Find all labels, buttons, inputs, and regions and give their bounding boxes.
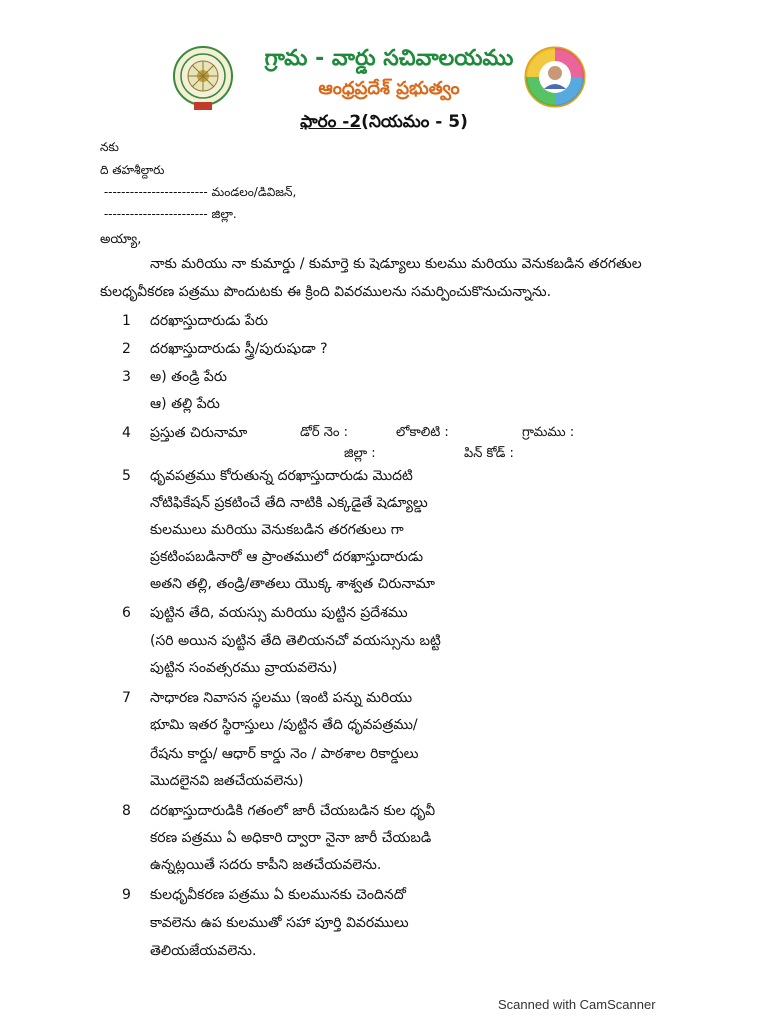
item-text: కులములు మరియు వెనుకబడిన తరగతులు గా [150, 522, 404, 538]
item-number: 8 [122, 803, 131, 819]
item-text: రేషను కార్డు/ ఆధార్ కార్డు నెం / పాఠశాల రికార్డులు [150, 746, 419, 762]
form-title-rule: (నియమం - 5) [361, 112, 468, 132]
address-line-4: ------------------------ జిల్లా. [100, 207, 237, 221]
door-number-field: డోర్ నెం : [300, 425, 348, 440]
intro-line-1: నాకు మరియు నా కుమార్డు / కుమార్తె కు షెడ్యూలు కులము మరియు వెనుకబడిన తరగతుల [150, 256, 642, 272]
item-number: 5 [122, 468, 131, 484]
item-number: 1 [122, 313, 131, 329]
item-number: 3 [122, 369, 131, 385]
item-number: 9 [122, 887, 131, 903]
item-text: మొదలైనవి జతచేయవలెను) [150, 773, 304, 789]
form-title [0, 112, 768, 136]
item-text: దరఖాస్తుదారుడికి గతంలో జారీ చేయబడిన కుల ధృవీ [150, 803, 436, 819]
item-text: సాధారణ నివాసన స్థలము (ఇంటి పన్ను మరియు [150, 690, 413, 706]
item-text: ఆ) తల్లి పేరు [150, 396, 220, 412]
scanner-watermark: Scanned with CamScanner [498, 997, 656, 1012]
item-text: కులధృవీకరణ పత్రము ఏ కులమునకు చెందినదో [150, 887, 406, 903]
pin-code-field: పిన్ కోడ్ : [464, 446, 514, 461]
item-text: అతని తల్లి, తండ్రి/తాతలు యొక్క శాశ్వత చిరునామా [150, 576, 435, 592]
item-text: భూమి ఇతర స్థిరాస్తులు /పుట్టిన తేది ధృవపత్రము/ [150, 717, 418, 733]
navaratnalu-logo-icon [524, 46, 586, 108]
item-text: కరణ పత్రము ఏ అధికారి ద్వారా నైనా జారీ చేయబడి [150, 830, 432, 846]
district-field: జిల్లా : [344, 446, 376, 461]
item-number: 6 [122, 605, 131, 621]
address-line-2: ది తహశీల్దారు [100, 163, 165, 177]
item-number: 7 [122, 690, 131, 706]
item-text: పుట్టిన సంవత్సరము వ్రాయవలెను) [150, 660, 338, 676]
letterhead [168, 40, 596, 116]
header-title: గ్రామ - వార్డు సచివాలయము [264, 46, 514, 71]
item-text: తెలియజేయవలెను. [150, 943, 257, 959]
item-text: దరఖాస్తుదారుడు పేరు [150, 313, 268, 329]
item-text: అ) తండ్రి పేరు [150, 369, 228, 385]
ap-state-emblem-icon [172, 44, 234, 112]
item-text: (సరి అయిన పుట్టిన తేది తెలియనచో వయస్సును బట్టి [150, 633, 441, 649]
item-text: కావలెను ఉప కులముతో సహా పూర్తి వివరములు [150, 915, 409, 931]
address-line-1: నకు [100, 140, 119, 154]
item-text: నోటిఫికేషన్ ప్రకటించే తేది నాటికి ఎక్కడైతే షెడ్యూల్డు [150, 495, 428, 511]
address-line-3: ------------------------ మండలం/డివిజన్, [100, 185, 297, 199]
locality-field: లోకాలిటి : [396, 425, 449, 440]
item-text: ప్రస్తుత చిరునామా [150, 425, 248, 441]
header-subtitle: ఆంధ్రప్రదేశ్ ప్రభుత్వం [318, 78, 460, 99]
village-field: గ్రామము : [522, 425, 575, 440]
salutation: అయ్యా, [100, 232, 142, 247]
item-number: 4 [122, 425, 131, 441]
item-text: పుట్టిన తేది, వయస్సు మరియు పుట్టిన ప్రదేశము [150, 605, 408, 621]
intro-line-2: కులధృవీకరణ పత్రము పొందుటకు ఈ క్రింది వివరములను సమర్పించుకొనుచున్నాను. [100, 284, 552, 300]
form-title-main: ఫారం -2 [300, 112, 362, 132]
item-number: 2 [122, 341, 131, 357]
item-text: దరఖాస్తుదారుడు స్త్రీ/పురుషుడా ? [150, 341, 328, 357]
item-text: ధృవపత్రము కోరుతున్న దరఖాస్తుదారుడు మొదటి [150, 468, 413, 484]
item-text: ఉన్నట్లయితే సదరు కాపీని జతచేయవలెను. [150, 857, 382, 873]
item-text: ప్రకటింపబడినారో ఆ ప్రాంతములో దరఖాస్తుదారుడు [150, 549, 424, 565]
